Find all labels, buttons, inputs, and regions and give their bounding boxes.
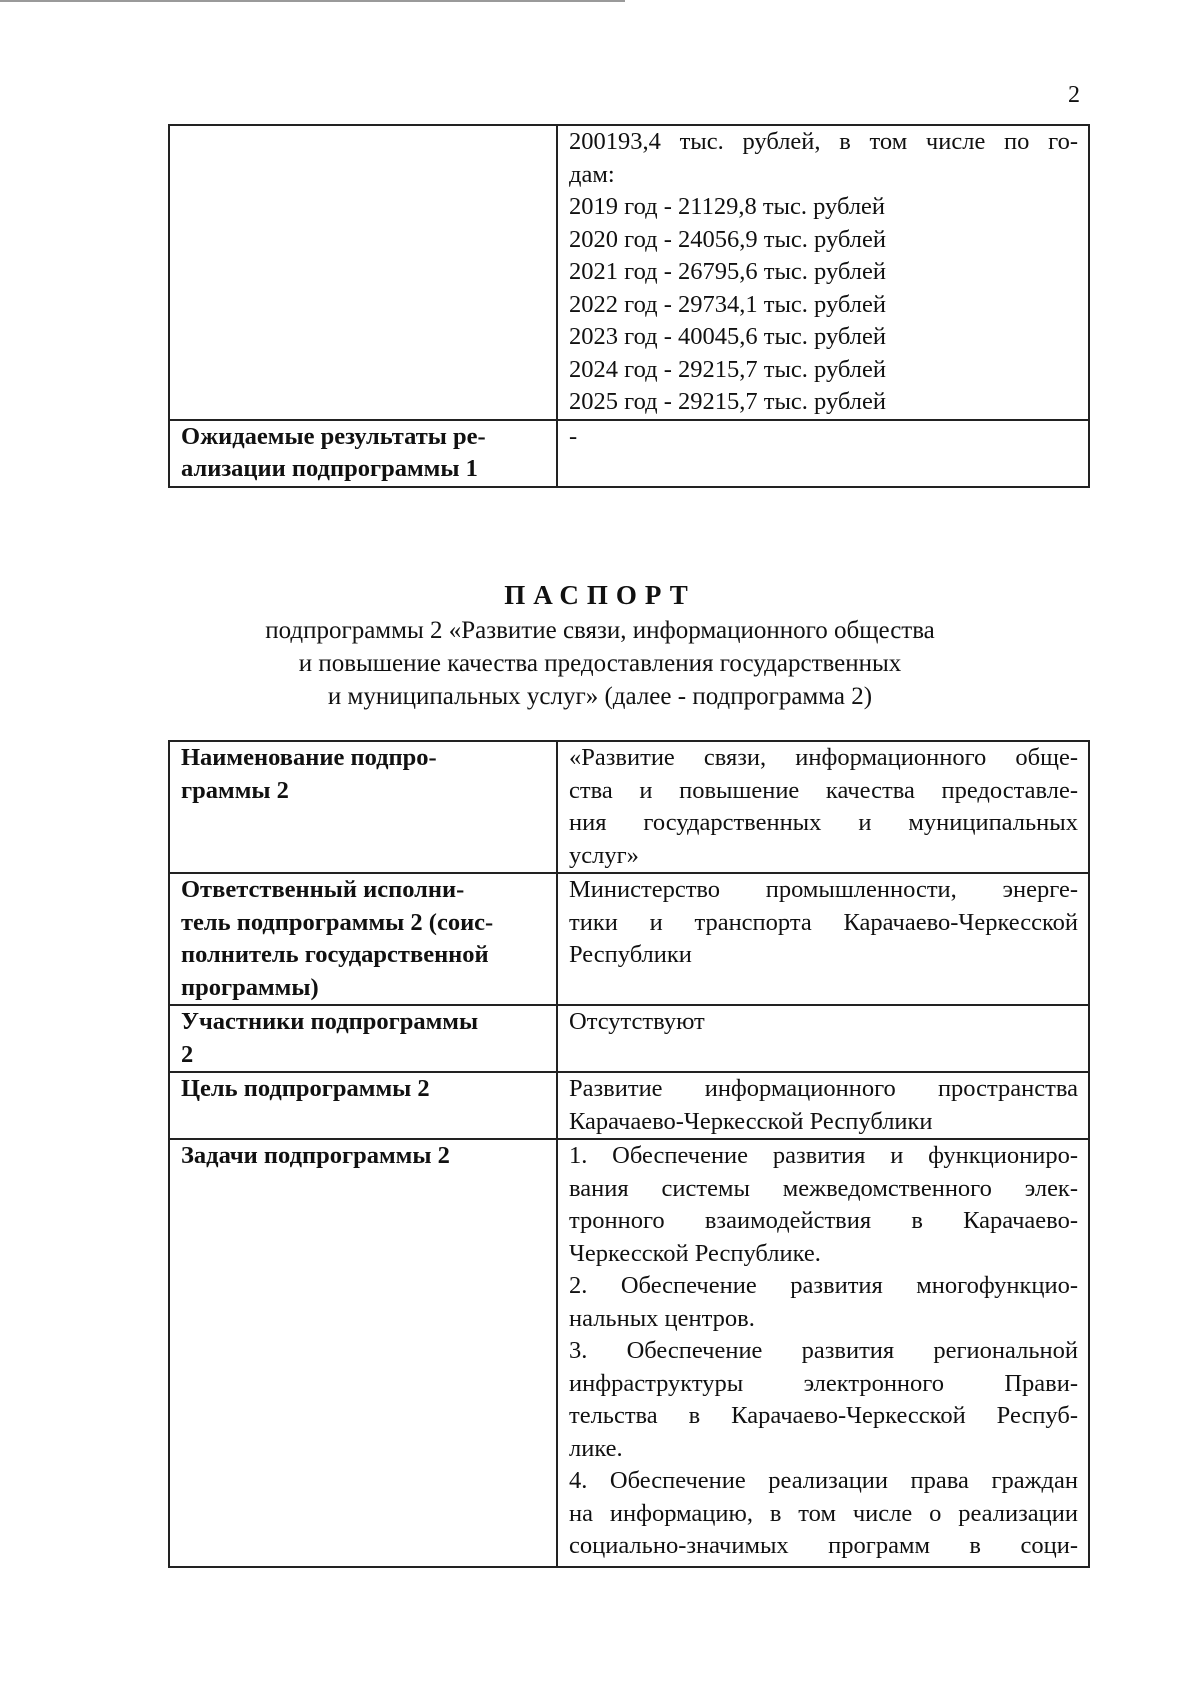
- row-value-line: тики и транспорта Карачаево-Черкесской: [569, 908, 1078, 936]
- passport-table: [168, 740, 1090, 1568]
- row-label-line: Задачи подпрограммы 2: [181, 1142, 450, 1169]
- passport-subtitle-line: подпрограммы 2 «Развитие связи, информационного общества: [265, 617, 935, 644]
- funding-value-cell: [557, 125, 1089, 420]
- row-label-cell: [169, 873, 557, 1005]
- row-value-line: на информацию, в том числе о реализации: [569, 1499, 1078, 1527]
- row-label-line: 2: [181, 1040, 194, 1068]
- row-value-cell: [557, 1139, 1089, 1567]
- row-value-line: Черкесской Республике.: [569, 1239, 821, 1267]
- row-label-cell: [169, 1139, 557, 1567]
- row-label-line: Участники подпрограммы: [181, 1008, 479, 1035]
- results-label-line: ализации подпрограммы 1: [181, 455, 478, 482]
- funding-line: 200193,4 тыс. рублей, в том числе по го-: [569, 128, 1078, 155]
- page-number: 2: [1068, 82, 1080, 108]
- row-value-line: Республики: [569, 941, 692, 968]
- passport-row-executor: [169, 873, 1089, 1005]
- row-label-line: полнитель государственной: [181, 941, 489, 968]
- row-value-line: ния государственных и муниципальных: [569, 809, 1078, 836]
- funding-table: [168, 124, 1090, 488]
- passport-title: ПАСПОРТ: [504, 580, 696, 610]
- row-value-line: «Развитие связи, информационного обще-: [569, 744, 1078, 771]
- row-value-line: 4. Обеспечение реализации права граждан: [569, 1467, 1078, 1494]
- row-value-line: лике.: [569, 1434, 623, 1462]
- row-label-line: Цель подпрограммы 2: [181, 1075, 430, 1102]
- funding-line: 2019 год - 21129,8 тыс. рублей: [569, 193, 886, 220]
- row-value-line: Министерство промышленности, энерге-: [569, 876, 1078, 903]
- row-value-line: ства и повышение качества предоставле-: [569, 776, 1078, 804]
- funding-line: 2024 год - 29215,7 тыс. рублей: [569, 355, 886, 383]
- row-label-line: программы): [181, 973, 319, 1001]
- results-label-line: Ожидаемые результаты ре-: [181, 422, 486, 450]
- row-value-line: 1. Обеспечение развития и функциониро-: [569, 1142, 1078, 1169]
- row-label-cell: [169, 741, 557, 873]
- row-label-cell: [169, 1005, 557, 1072]
- row-value-line: Отсутствуют: [569, 1008, 705, 1035]
- row-value-line: социально-значимых программ в соци-: [569, 1532, 1078, 1559]
- row-value-line: тельства в Карачаево-Черкесской Респуб-: [569, 1402, 1078, 1429]
- results-row: [169, 420, 1089, 487]
- funding-line: 2023 год - 40045,6 тыс. рублей: [569, 323, 886, 350]
- passport-subtitle: [0, 614, 1200, 713]
- funding-line: 2021 год - 26795,6 тыс. рублей: [569, 258, 886, 285]
- passport-row-participants: [169, 1005, 1089, 1072]
- results-label-cell: [169, 420, 557, 487]
- results-value: -: [569, 422, 578, 450]
- scan-edge-line: [0, 0, 625, 2]
- funding-line: 2022 год - 29734,1 тыс. рублей: [569, 290, 886, 318]
- row-value-cell: [557, 1005, 1089, 1072]
- row-value-line: Развитие информационного пространства: [569, 1075, 1078, 1102]
- row-value-cell: [557, 873, 1089, 1005]
- row-label-line: граммы 2: [181, 776, 289, 804]
- row-value-line: Карачаево-Черкесской Республики: [569, 1107, 933, 1135]
- funding-line: 2025 год - 29215,7 тыс. рублей: [569, 388, 886, 415]
- passport-subtitle-line: и муниципальных услуг» (далее - подпрограмма 2): [327, 683, 873, 710]
- row-value-line: инфраструктуры электронного Прави-: [569, 1369, 1078, 1397]
- row-value-line: тронного взаимодействия в Карачаево-: [569, 1207, 1078, 1234]
- passport-row-tasks: [169, 1139, 1089, 1567]
- row-label-cell: [169, 1072, 557, 1139]
- funding-label-cell: [169, 125, 557, 420]
- results-value-cell: [557, 420, 1089, 487]
- passport-subtitle-line: и повышение качества предоставления государственных: [298, 650, 902, 677]
- row-value-line: нальных центров.: [569, 1304, 755, 1332]
- row-label-line: Ответственный исполни-: [181, 876, 465, 903]
- funding-line: 2020 год - 24056,9 тыс. рублей: [569, 225, 886, 253]
- row-label-line: Наименование подпро-: [181, 744, 437, 771]
- row-label-line: тель подпрограммы 2 (соис-: [181, 908, 494, 936]
- row-value-cell: [557, 741, 1089, 873]
- row-value-line: 3. Обеспечение развития региональной: [569, 1337, 1078, 1364]
- row-value-line: 2. Обеспечение развития многофункцио-: [569, 1272, 1078, 1299]
- funding-row: [169, 125, 1089, 420]
- funding-line: дам:: [569, 160, 615, 188]
- passport-row-goal: [169, 1072, 1089, 1139]
- passport-row-name: [169, 741, 1089, 873]
- row-value-line: вания системы межведомственного элек-: [569, 1174, 1078, 1202]
- row-value-line: услуг»: [569, 841, 639, 869]
- row-value-cell: [557, 1072, 1089, 1139]
